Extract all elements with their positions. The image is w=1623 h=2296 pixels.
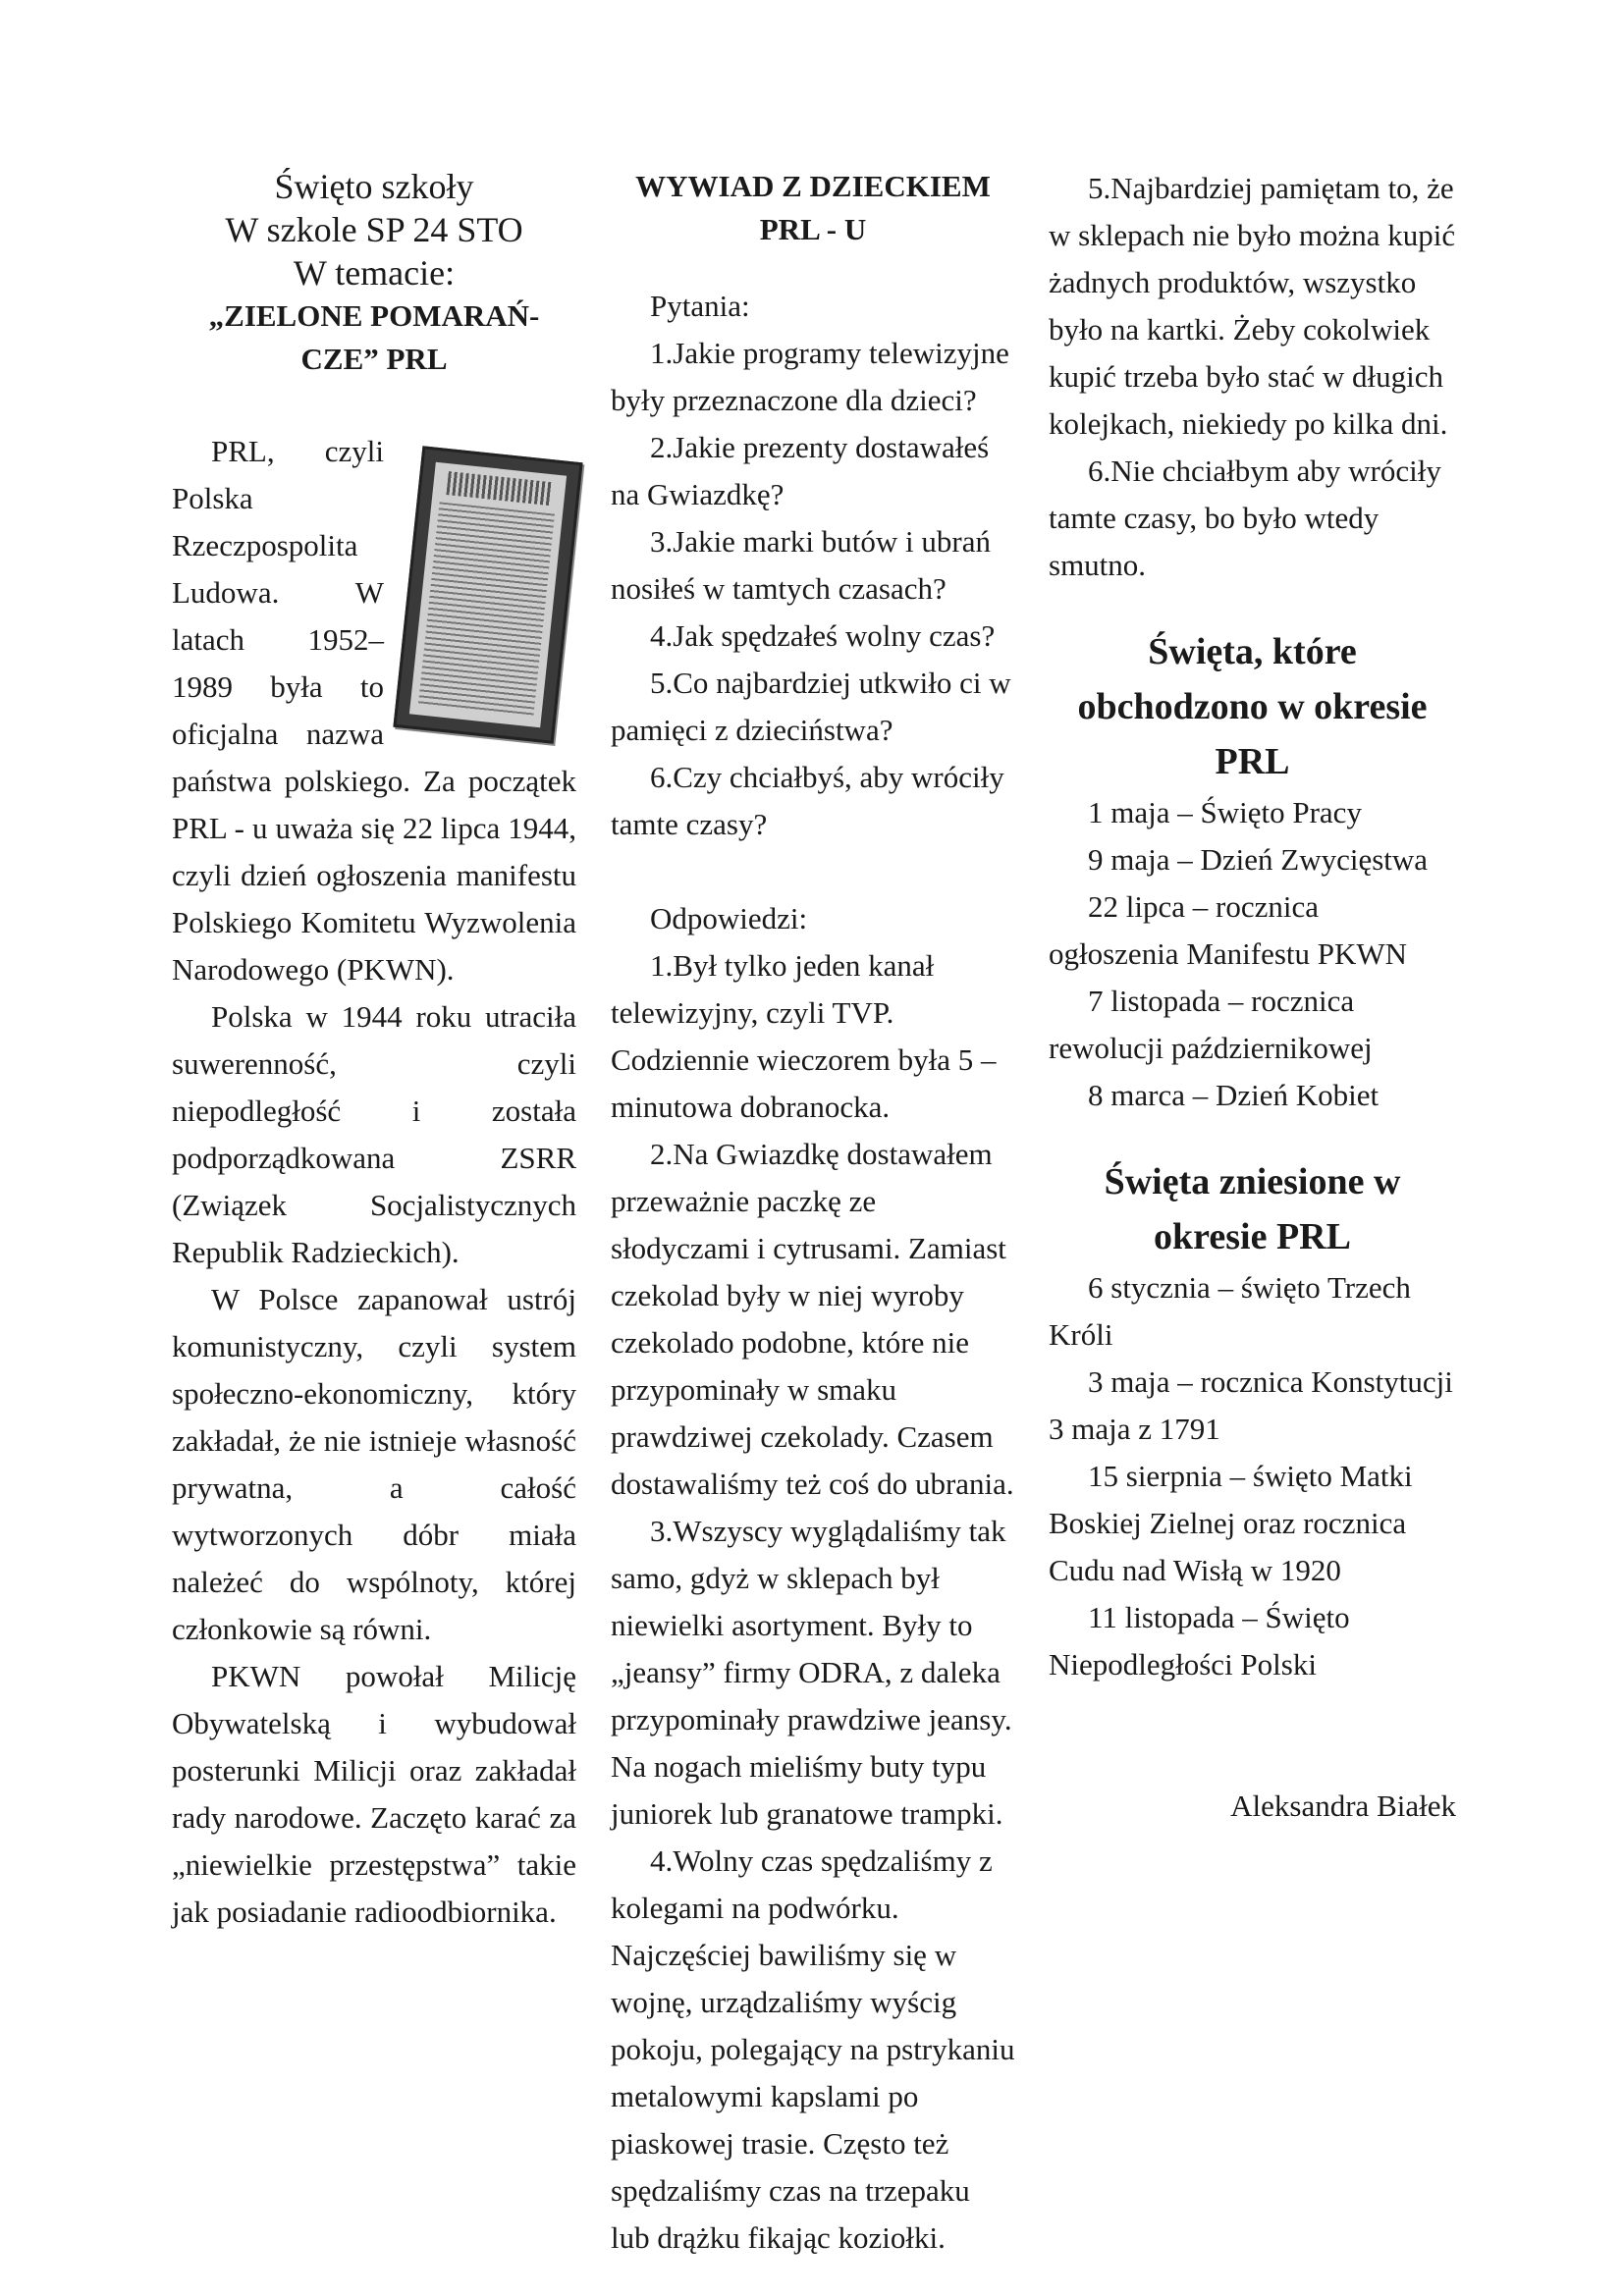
question-item: 1.Jakie programy telewizyjne były przeznaczone dla dzieci? (611, 336, 1009, 417)
holiday-item: 9 maja – Dzień Zwycięstwa (1088, 842, 1429, 877)
holiday-item: 7 listopada – rocznica rewolucji październikowej (1049, 984, 1373, 1065)
holiday-item: 8 marca – Dzień Kobiet (1088, 1078, 1380, 1112)
holiday-item: 3 maja – rocznica Konstytucji 3 maja z 1791 (1049, 1364, 1453, 1446)
article-body (172, 428, 576, 1936)
holiday-item: 15 sierpnia – święto Matki Boskiej Zielnej oraz rocznica Cudu nad Wisłą w 1920 (1049, 1459, 1413, 1587)
celebrated-holidays-heading: Święta, które obchodzono w okresie PRL (1077, 631, 1428, 782)
question-item: 3.Jakie marki butów i ubrań nosiłeś w tamtych czasach? (611, 524, 991, 606)
interview-title (611, 165, 1015, 251)
question-item: 5.Co najbardziej utkwiło ci w pamięci z dzieciństwa? (611, 666, 1011, 747)
body-paragraph: W Polsce zapanował ustrój komunistyczny, czyli system społeczno-ekonomiczny, który zakładał, że nie istnieje własność prywatna, a całość wytworzonych dóbr miała należeć do wspólnoty, której członkowie są równi. (172, 1282, 576, 1646)
answer-item: 3.Wszyscy wyglądaliśmy tak samo, gdyż w sklepach był niewielki asortyment. Były to „jeansy” firmy ODRA, z daleka przypominały prawdziwe jeansy. Na nogach mieliśmy buty typu juniorek lub granatowe trampki. (611, 1514, 1012, 1831)
answer-item: 2.Na Gwiazdkę dostawałem przeważnie paczkę ze słodyczami i cytrusami. Zamiast czekolad były w niej wyroby czekolado podobne, które nie przypominały w smaku prawdziwej czekolady. Czasem dostawaliśmy też coś do ubrania. (611, 1137, 1014, 1501)
manifesto-poster-image (394, 436, 576, 750)
question-item: 4.Jak spędzałeś wolny czas? (650, 618, 996, 653)
answer-item: 6.Nie chciałbym aby wróciły tamte czasy, bo było wtedy smutno. (1049, 454, 1441, 582)
title-line: Święto szkoły (274, 167, 474, 206)
column-interview (611, 165, 1015, 2262)
answer-item: 5.Najbardziej pamiętam to, że w sklepach nie było można kupić żadnych produktów, wszystko było na kartki. Żeby cokolwiek kupić trzeba było stać w długich kolejkach, niekiedy po kilka dni. (1049, 171, 1456, 441)
holiday-item: 6 stycznia – święto Trzech Króli (1049, 1270, 1411, 1352)
poster-frame (393, 446, 582, 744)
article-title (172, 165, 576, 294)
question-item: 2.Jakie prezenty dostawałeś na Gwiazdkę? (611, 430, 990, 511)
author-signature: Aleksandra Białek (1230, 1789, 1456, 1823)
holiday-item: 1 maja – Święto Pracy (1088, 795, 1362, 829)
answers-label: Odpowiedzi: (650, 901, 808, 935)
article-subtitle (172, 294, 576, 381)
title-line: WYWIAD Z DZIECKIEM (635, 169, 991, 203)
question-item: 6.Czy chciałbyś, aby wróciły tamte czasy? (611, 760, 1004, 841)
title-line: W szkole SP 24 STO (225, 210, 523, 249)
holiday-item: 11 listopada – Święto Niepodległości Polski (1049, 1600, 1350, 1682)
answer-item: 4.Wolny czas spędzaliśmy z kolegami na podwórku. Najczęściej bawiliśmy się w wojnę, urządzaliśmy wyścig pokoju, polegający na pstrykaniu metalowymi kapslami po piaskowej trasie. Często też spędzaliśmy czas na trzepaku lub drążku fikając koziołki. (611, 1843, 1015, 2255)
body-paragraph: PKWN powołał Milicję Obywatelską i wybudował posterunki Milicji oraz zakładał rady narodowe. Zaczęto karać za „niewielkie przestępstwa” takie jak posiadanie radioodbiornika. (172, 1659, 576, 1929)
body-paragraph: Polska w 1944 roku utraciła suwerenność, czyli niepodległość i została podporządkowana ZSRR (Związek Socjalistycznych Republik Radzieckich). (172, 999, 576, 1269)
title-line: PRL - U (759, 212, 867, 246)
intro-paragraph (172, 428, 576, 993)
subtitle-line: „ZIELONE POMARAŃ- (208, 298, 540, 333)
questions-label: Pytania: (650, 289, 750, 323)
column-holidays (1049, 165, 1456, 1830)
holiday-item: 22 lipca – rocznica ogłoszenia Manifestu PKWN (1049, 889, 1408, 971)
intro-text: PRL, czyli Polska Rzeczpospolita Ludowa. W latach 1952–1989 była to oficjalna nazwa państwa polskiego. Za początek PRL - u uważa się 22 lipca 1944, czyli dzień ogłoszenia manifestu Polskiego Komitetu Wyzwolenia Narodowego (PKWN). (172, 434, 576, 987)
title-line: W temacie: (293, 253, 456, 293)
answer-item: 1.Był tylko jeden kanał telewizyjny, czyli TVP. Codziennie wieczorem była 5 – minutowa dobranocka. (611, 948, 997, 1124)
column-school-holiday (172, 165, 576, 1936)
abolished-holidays-heading: Święta zniesione w okresie PRL (1104, 1161, 1401, 1257)
subtitle-line: CZE” PRL (300, 342, 448, 376)
